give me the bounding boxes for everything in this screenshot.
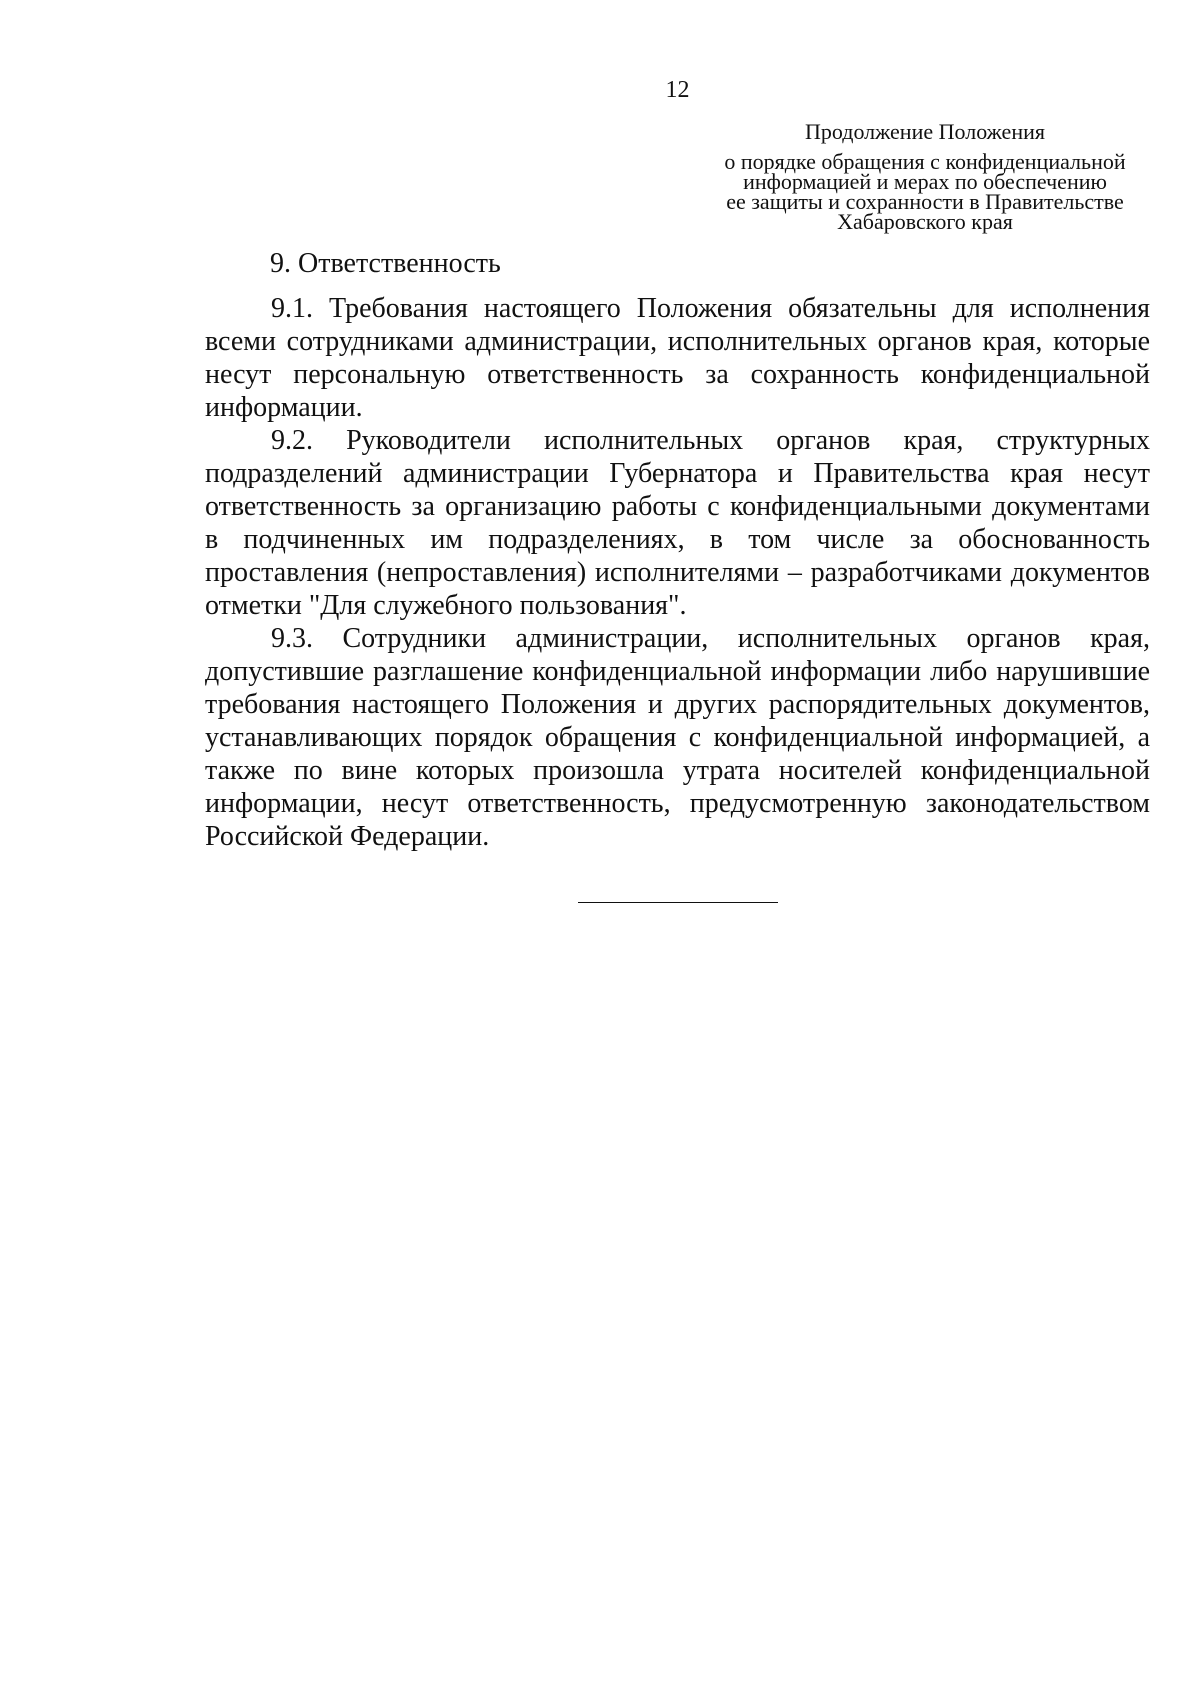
header-line-2: о порядке обращения с конфиденциальной [724,149,1126,174]
page-number: 12 [665,77,690,103]
header-line-3: информацией и мерах по обеспечению [743,169,1107,194]
header-line-5: Хабаровского края [837,209,1013,234]
header-line-1: Продолжение Положения [805,119,1045,144]
document-body [205,247,1150,853]
header-line-4: ее защиты и сохранности в Правительстве [726,189,1124,214]
document-header [690,119,1160,234]
section-heading: 9. Ответственность [270,248,501,279]
end-divider [578,902,778,903]
paragraph-9-3: 9.3. Сотрудники администрации, исполнительных органов края, допустившие разглашение конфиденциальной информации либо нарушившие требования настоящего Положения и других распорядительных документов, устанавливающих порядок обращения с конфиденциальной информацией, а также по вине которых произошла утрата носителей конфиденциальной информации, несут ответственность, предусмотренную законодательством Российской Федерации. [205,623,1150,852]
paragraph-9-1: 9.1. Требования настоящего Положения обязательны для исполнения всеми сотрудниками администрации, исполнительных органов края, которые несут персональную ответственность за сохранность конфиденциальной информации. [205,293,1150,423]
paragraph-9-2: 9.2. Руководители исполнительных органов края, структурных подразделений администрации Губернатора и Правительства края несут ответственность за организацию работы с конфиденциальными документами в подчиненных им подразделениях, в том числе за обоснованность проставления (непроставления) исполнителями – разработчиками документов отметки "Для служебного пользования". [205,425,1150,621]
